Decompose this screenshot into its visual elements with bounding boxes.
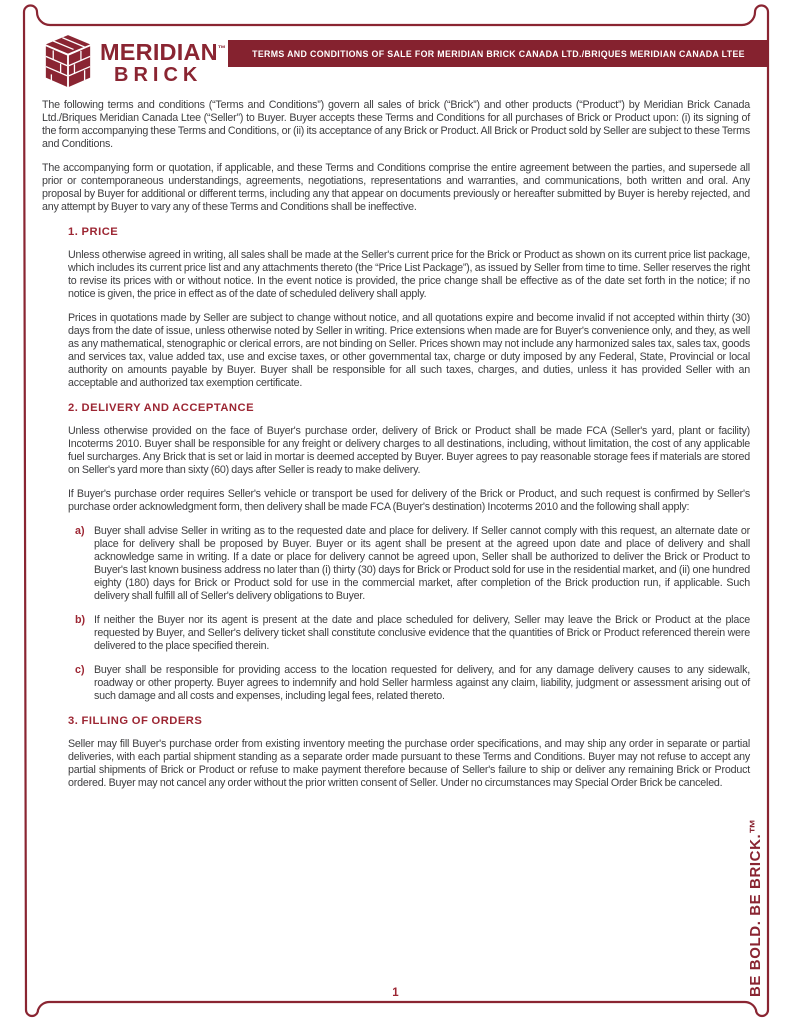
list-item-b-label: b) [75, 614, 86, 626]
section-delivery-title: 2. DELIVERY AND ACCEPTANCE [68, 402, 255, 414]
list-item-b-text: If neither the Buyer nor its agent is present at the date and place scheduled for delivery, Seller may leave the Brick or Product at the place requested by Buyer, and Seller's delivery ticket shall constitute conclusive evidence that the quantities of Brick or Product referenced therein were delivered to the place specified therein. [94, 614, 750, 652]
list-item-c [68, 664, 750, 703]
vertical-tagline: BE BOLD. BE BRICK.™ [747, 818, 764, 997]
section-filling-orders-paragraph-1: Seller may fill Buyer's purchase order from existing inventory meeting the purchase order specifications, and may ship any order in separate or partial deliveries, with each partial shipment standing as a separate order made pursuant to these Terms and Conditions. Buyer may not refuse to accept any partial shipments of Brick or Product or refuse to make payment therefore because of Seller's failure to ship or deliver any remaining Brick or Product ordered. Buyer may not cancel any order without the prior written consent of Seller. Under no circumstances may Special Order Brick be canceled. [68, 738, 750, 789]
list-item-a-text: Buyer shall advise Seller in writing as to the requested date and place for delivery. If Seller cannot comply with this request, an alternate date or place for delivery shall be proposed by Buyer. Buyer or its agent shall be present at the agreed upon date and place of delivery and shall acknowledge same in writing. If a date or place for delivery cannot be agreed upon, Seller shall be authorized to deliver the Brick or Product to Buyer's last known business address no later than (i) thirty (30) days for Brick or Product sold for use in the residential market, and (ii) one hundred eighty (180) days for Brick or Product sold for use in the commercial market, after completion of the Brick production run, if applicable. Such delivery shall fulfill all of Seller's delivery obligations to Buyer. [94, 525, 750, 602]
section-price-title: 1. PRICE [68, 226, 119, 238]
section-price [68, 226, 750, 390]
list-item-c-text: Buyer shall be responsible for providing access to the location requested for delivery, and for any damage delivery causes to any sidewalk, roadway or other property. Buyer agrees to indemnify and hold Seller harmless against any claim, liability, judgment or assessment arising out of such damage and all costs and expenses, including legal fees, related thereto. [94, 664, 750, 702]
logo-meridian: MERIDIAN™ [100, 39, 226, 65]
logo-wordmark [100, 37, 226, 87]
section-price-paragraph-2: Prices in quotations made by Seller are subject to change without notice, and all quotations expire and become invalid if not accepted within thirty (30) days from the date of issue, unless otherwise noted by Seller in writing. Price extensions when made are for Buyer's convenience only, and they, as well as any mathematical, stenographic or clerical errors, are not binding on Seller. Prices shown may not include any harmonized sales tax, sales tax, goods and services tax, value added tax, use and excise taxes, or other governmental tax, charge or duty imposed by any Federal, State, Provincial or local authority on amounts payable by Buyer. Buyer shall be responsible for all such taxes, charges, and duties, unless it has provided Seller with an acceptable and authorized tax exemption certificate. [68, 312, 750, 389]
section-delivery-paragraph-1: Unless otherwise provided on the face of Buyer's purchase order, delivery of Brick or Product shall be made FCA (Seller's yard, plant or facility) Incoterms 2010. Buyer shall be responsible for any freight or delivery charges to all destinations, including, without limitation, the cost of any applicable fuel surcharges. Any Brick that is set or laid in mortar is deemed accepted by Buyer. Buyer agrees to pay reasonable storage fees if materials are stored on Seller's yard more than sixty (60) days after Seller is ready to make delivery. [68, 425, 750, 476]
page-number: 1 [392, 987, 399, 999]
intro-paragraph-1: The following terms and conditions (“Terms and Conditions”) govern all sales of brick (“Brick”) and other products (“Product”) by Meridian Brick Canada Ltd./Briques Meridian Canada Ltee (“Seller”) to Buyer. Buyer accepts these Terms and Conditions for all purchases of Brick or Product upon: (i) its signing of the form accompanying these Terms and Conditions, or (ii) its acceptance of any Brick or Product. All Brick or Product sold by Seller are subject to these Terms and Conditions. [42, 99, 750, 150]
title-banner: TERMS AND CONDITIONS OF SALE FOR MERIDIAN BRICK CANADA LTD./BRIQUES MERIDIAN CANADA LTEE [228, 40, 769, 67]
section-delivery [68, 402, 750, 703]
intro-paragraph-2: The accompanying form or quotation, if applicable, and these Terms and Conditions comprise the entire agreement between the parties, and supersede all prior or contemporaneous understandings, agreements, negotiations, representations and warranties, and communications, both written and oral. Any proposal by Buyer for additional or different terms, including any that appear on documents previously or hereafter submitted by Buyer is hereby rejected, and any attempt by Buyer to vary any of these Terms and Conditions shall be ineffective. [42, 162, 750, 213]
meridian-brick-logo [44, 33, 226, 89]
document-body [42, 99, 750, 801]
list-item-a-label: a) [75, 525, 85, 537]
trademark-symbol: ™ [217, 44, 226, 53]
section-filling-orders-title: 3. FILLING OF ORDERS [68, 715, 203, 727]
section-price-paragraph-1: Unless otherwise agreed in writing, all sales shall be made at the Seller's current price for the Brick or Product as shown on its current price list package, which includes its current price list and any attachments thereto (the “Price List Package”), as issued by Seller from time to time. Seller reserves the right to revise its prices with or without notice. In the event notice is provided, the price change shall be effective as of the date set forth in the notice; if no notice is given, the price in effect as of the date of scheduled delivery shall apply. [68, 249, 750, 300]
section-delivery-paragraph-2: If Buyer's purchase order requires Seller's vehicle or transport be used for delivery of the Brick or Product, and such request is confirmed by Seller's purchase order acknowledgment form, then delivery shall be made FCA (Buyer's destination) Incoterms 2010 and the following shall apply: [68, 488, 750, 513]
section-filling-orders [68, 715, 750, 790]
brick-cube-icon [44, 33, 92, 89]
list-item-a [68, 525, 750, 603]
list-item-b [68, 614, 750, 653]
logo-brick: BRICK [114, 64, 203, 86]
list-item-c-label: c) [75, 664, 85, 676]
